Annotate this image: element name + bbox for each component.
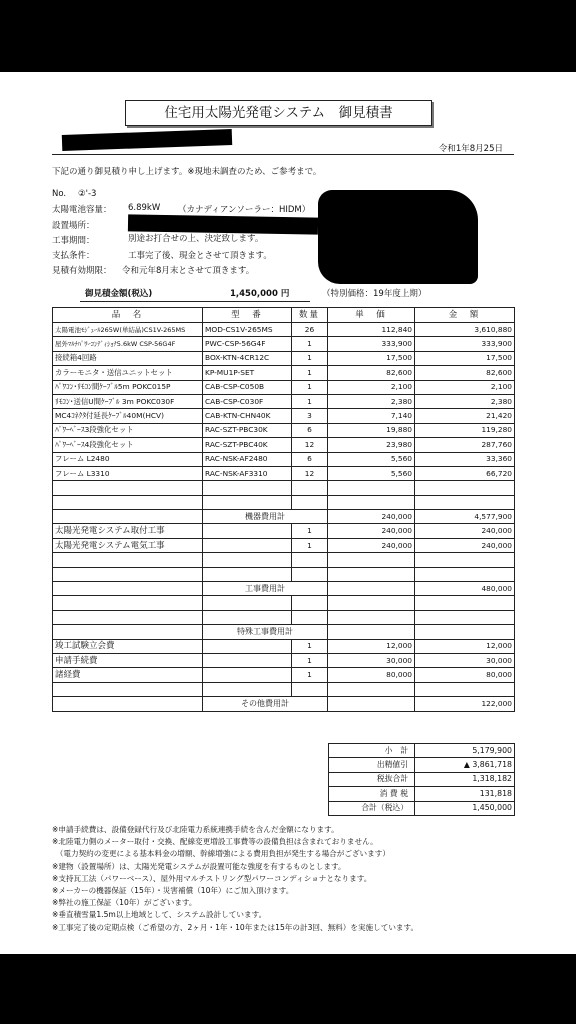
consumption-tax-label: 消 費 税: [329, 787, 415, 801]
blank-cell: [328, 596, 415, 610]
model-number: PWC-CSP-56G4F: [203, 337, 292, 351]
pretax-total-row: [329, 772, 515, 786]
note-line: ※建物（設置場所）は、太陽光発電システムが設置可能な強度を有するものとします。: [52, 861, 346, 871]
totals-table: [328, 743, 515, 816]
blank-cell: [415, 682, 515, 696]
redacted-customer-name: [62, 129, 232, 151]
amount: 30,000: [415, 653, 515, 667]
item-name: ﾊﾟﾜｰﾍﾞｰｽ3段強化セット: [53, 423, 203, 437]
total-underline: [80, 301, 310, 302]
table-row: [53, 452, 515, 466]
blank-cell: [53, 697, 203, 711]
model-number: [203, 524, 292, 538]
quantity: 3: [292, 409, 328, 423]
capacity-maker: （カナディアンソーラー：HIDM）: [178, 205, 311, 215]
item-name: 接続箱4回路: [53, 351, 203, 365]
blank-cell: [415, 553, 515, 567]
work-subtotal-amount: 480,000: [415, 582, 515, 596]
discount-label: 出精値引: [329, 758, 415, 772]
subtotal-row: [329, 744, 515, 758]
site-label: 設置場所：: [52, 221, 95, 231]
note-line: ※弊社の施工保証（10年）がございます。: [52, 898, 197, 908]
consumption-tax-row: [329, 787, 515, 801]
table-row: [53, 380, 515, 394]
item-name: フレーム L2480: [53, 452, 203, 466]
quantity: 26: [292, 323, 328, 337]
equipment-subtotal-amount: 4,577,900: [415, 510, 515, 524]
table-row: [53, 423, 515, 437]
blank-row: [53, 481, 515, 495]
payment-label: 支払条件：: [52, 251, 95, 261]
quantity: 1: [292, 524, 328, 538]
blank-cell: [292, 682, 328, 696]
table-row: [53, 438, 515, 452]
unit-price: 23,980: [328, 438, 415, 452]
other-subtotal: [53, 697, 515, 711]
table-row: [53, 394, 515, 408]
discount-value: ▲ 3,861,718: [415, 758, 515, 772]
blank-cell: [415, 596, 515, 610]
table-header: [53, 308, 515, 323]
blank-row: [53, 553, 515, 567]
model-number: RAC-NSK-AF3310: [203, 466, 292, 480]
subtotal-label: 小 計: [329, 744, 415, 758]
special-price-note: （特別価格：19年度上期）: [322, 289, 427, 299]
blank-cell: [328, 495, 415, 509]
amount: 66,720: [415, 466, 515, 480]
blank-cell: [53, 495, 203, 509]
other-subtotal-amount: 122,000: [415, 697, 515, 711]
item-name: 諸経費: [53, 668, 203, 682]
note-line: ※申請手続費は、設備登録代行及び北陸電力系統連携手続を含んだ金額になります。: [52, 825, 339, 834]
item-name: フレーム L3310: [53, 466, 203, 480]
blank-cell: [53, 625, 203, 639]
note-line: ※メーカーの機器保証（15年）・災害補償（10年）にご加入頂けます。: [52, 886, 294, 896]
amount: 333,900: [415, 337, 515, 351]
note-line: ※支持瓦工法（パワーベース）、屋外用マルチストリング型パワーコンディショナとなります。: [52, 873, 372, 883]
quantity: 1: [292, 337, 328, 351]
estimate-sheet: [0, 72, 576, 954]
col-item-header: 品 名: [53, 308, 203, 323]
amount: 2,380: [415, 394, 515, 408]
blank-cell: [292, 481, 328, 495]
amount: 12,000: [415, 639, 515, 653]
item-name: ﾊﾟﾜｰﾍﾞｰｽ4段強化セット: [53, 438, 203, 452]
unit-price: 5,560: [328, 452, 415, 466]
blank-cell: [53, 596, 203, 610]
other-subtotal-unit: [328, 697, 415, 711]
blank-cell: [292, 610, 328, 624]
capacity-label: 太陽電池容量：: [52, 205, 112, 215]
blank-cell: [53, 610, 203, 624]
note-line: ※北陸電力側のメーター取付・交換、配線変更増設工事費等の設備負担は含まれておりません。: [52, 837, 378, 847]
equipment-subtotal: [53, 510, 515, 524]
other-subtotal-label: その他費用計: [203, 697, 328, 711]
special-subtotal-amount: [415, 625, 515, 639]
blank-cell: [203, 682, 292, 696]
quantity: 1: [292, 538, 328, 552]
blank-cell: [203, 495, 292, 509]
amount: 3,610,880: [415, 323, 515, 337]
validity-value: 令和元年8月末とさせて頂きます。: [122, 266, 255, 276]
blank-cell: [328, 481, 415, 495]
unit-price: 5,560: [328, 466, 415, 480]
col-qty-header: 数量: [292, 308, 328, 323]
equipment-subtotal-label: 機器費用計: [203, 510, 328, 524]
blank-row: [53, 682, 515, 696]
table-row: [53, 524, 515, 538]
model-number: RAC-SZT-PBC30K: [203, 423, 292, 437]
table-row: [53, 366, 515, 380]
blank-row: [53, 596, 515, 610]
capacity-value: 6.89kW: [128, 203, 161, 213]
header-rule: [52, 154, 514, 155]
unit-price: 2,380: [328, 394, 415, 408]
table-row: [53, 323, 515, 337]
item-name: 竣工試験立会費: [53, 639, 203, 653]
col-amount-header: 金 額: [415, 308, 515, 323]
unit-price: 82,600: [328, 366, 415, 380]
blank-cell: [292, 553, 328, 567]
blank-cell: [203, 567, 292, 581]
item-name: 太陽光発電システム取付工事: [53, 524, 203, 538]
period-value: 別途お打合せの上、決定致します。: [128, 234, 264, 244]
table-row: [53, 351, 515, 365]
model-number: [203, 668, 292, 682]
amount: 17,500: [415, 351, 515, 365]
unit-price: 2,100: [328, 380, 415, 394]
issue-date: 令和1年8月25日: [438, 144, 503, 154]
model-number: BOX-KTN-4CR12C: [203, 351, 292, 365]
blank-cell: [415, 481, 515, 495]
item-name: 屋外ﾏﾙﾁﾊﾟﾜｰｺﾝﾃﾞｨｼｮﾅ5.6kW CSP-56G4F: [53, 337, 203, 351]
amount: 33,360: [415, 452, 515, 466]
table-row: [53, 653, 515, 667]
unit-price: 30,000: [328, 653, 415, 667]
unit-price: 12,000: [328, 639, 415, 653]
item-name: カラーモニタ・送信ユニットセット: [53, 366, 203, 380]
table-row: [53, 538, 515, 552]
amount: 287,760: [415, 438, 515, 452]
model-number: RAC-NSK-AF2480: [203, 452, 292, 466]
amount: 80,000: [415, 668, 515, 682]
blank-cell: [53, 682, 203, 696]
period-label: 工事期間：: [52, 236, 95, 246]
unit-price: 7,140: [328, 409, 415, 423]
blank-row: [53, 567, 515, 581]
note-line: （電力契約の変更による基本料金の増額、幹線増強による費用負担が発生する場合がございます）: [52, 849, 390, 859]
item-name: ﾘﾓｺﾝ･送信U間ｹｰﾌﾞﾙ 3m POKC030F: [53, 394, 203, 408]
quantity: 1: [292, 351, 328, 365]
grand-total-value: 1,450,000: [415, 801, 515, 815]
redacted-address-2: [318, 190, 478, 284]
model-number: CAB-KTN-CHN40K: [203, 409, 292, 423]
blank-cell: [415, 495, 515, 509]
work-subtotal-label: 工事費用計: [203, 582, 328, 596]
blank-row: [53, 610, 515, 624]
blank-cell: [328, 553, 415, 567]
quantity: 12: [292, 466, 328, 480]
unit-price: 17,500: [328, 351, 415, 365]
pretax-total-label: 税抜合計: [329, 772, 415, 786]
quantity: 1: [292, 639, 328, 653]
model-number: CAB-CSP-C050B: [203, 380, 292, 394]
grand-total-row: [329, 801, 515, 815]
table-row: [53, 668, 515, 682]
special-subtotal-unit: [328, 625, 415, 639]
blank-cell: [328, 567, 415, 581]
blank-cell: [203, 481, 292, 495]
blank-cell: [203, 596, 292, 610]
consumption-tax-value: 131,818: [415, 787, 515, 801]
quantity: 1: [292, 394, 328, 408]
blank-cell: [53, 567, 203, 581]
item-name: 太陽光発電システム電気工事: [53, 538, 203, 552]
redacted-address-1: [128, 214, 318, 234]
amount: 82,600: [415, 366, 515, 380]
note-line: ※垂直積雪量1.5m以上地域として、システム設計しています。: [52, 910, 267, 920]
col-model-header: 型 番: [203, 308, 292, 323]
quantity: 1: [292, 366, 328, 380]
table-row: [53, 639, 515, 653]
subtotal-value: 5,179,900: [415, 744, 515, 758]
special-subtotal: [53, 625, 515, 639]
blank-cell: [292, 567, 328, 581]
blank-cell: [292, 596, 328, 610]
model-number: [203, 538, 292, 552]
validity-label: 見積有効期限：: [52, 266, 112, 276]
blank-cell: [203, 610, 292, 624]
model-number: RAC-SZT-PBC40K: [203, 438, 292, 452]
unit-price: 240,000: [328, 524, 415, 538]
estimate-total-label: 御見積金額(税込): [85, 289, 153, 299]
special-subtotal-label: 特殊工事費用計: [203, 625, 328, 639]
table-row: [53, 409, 515, 423]
model-number: [203, 653, 292, 667]
blank-cell: [53, 510, 203, 524]
blank-cell: [53, 582, 203, 596]
estimate-table: [52, 307, 515, 712]
table-row: [53, 337, 515, 351]
no-label: No.: [52, 189, 67, 199]
amount: 119,280: [415, 423, 515, 437]
unit-price: 19,880: [328, 423, 415, 437]
blank-cell: [415, 567, 515, 581]
blank-cell: [53, 481, 203, 495]
work-subtotal: [53, 582, 515, 596]
col-unit-price-header: 単 価: [328, 308, 415, 323]
equipment-subtotal-unit: 240,000: [328, 510, 415, 524]
quantity: 6: [292, 423, 328, 437]
blank-cell: [415, 610, 515, 624]
quantity: 6: [292, 452, 328, 466]
amount: 240,000: [415, 538, 515, 552]
table-row: [53, 466, 515, 480]
document-title: 住宅用太陽光発電システム 御見積書: [125, 100, 432, 126]
work-subtotal-unit: [328, 582, 415, 596]
blank-cell: [328, 610, 415, 624]
blank-cell: [53, 553, 203, 567]
pretax-total-value: 1,318,182: [415, 772, 515, 786]
item-name: 申請手続費: [53, 653, 203, 667]
quantity: 1: [292, 668, 328, 682]
item-name: ﾊﾟﾜｺﾝ･ﾘﾓｺﾝ間ｹｰﾌﾞﾙ5m POKC015P: [53, 380, 203, 394]
amount: 240,000: [415, 524, 515, 538]
model-number: MOD-CS1V-265MS: [203, 323, 292, 337]
note-line: ※工事完了後の定期点検（ご希望の方、2ヶ月・1年・10年または15年の計3回、無料）を実施しています。: [52, 922, 419, 932]
payment-value: 工事完了後、現金とさせて頂きます。: [128, 251, 272, 261]
item-name: 太陽電池ﾓｼﾞｭｰﾙ265W(単結晶)CS1V-265MS: [53, 323, 203, 337]
quantity: 1: [292, 653, 328, 667]
quantity: 1: [292, 380, 328, 394]
model-number: CAB-CSP-C030F: [203, 394, 292, 408]
blank-row: [53, 495, 515, 509]
item-name: MC4ｺﾈｸﾀ付延長ｹｰﾌﾞﾙ40M(HCV): [53, 409, 203, 423]
model-number: KP-MU1P-SET: [203, 366, 292, 380]
blank-cell: [292, 495, 328, 509]
blank-cell: [203, 553, 292, 567]
no-value: ②'-3: [78, 189, 97, 199]
estimate-total-value: 1,450,000 円: [230, 289, 290, 299]
unit-price: 112,840: [328, 323, 415, 337]
intro-text: 下記の通り御見積り申し上げます。※現地未調査のため、ご参考まで。: [52, 167, 322, 177]
amount: 2,100: [415, 380, 515, 394]
grand-total-label: 合計（税込）: [329, 801, 415, 815]
unit-price: 240,000: [328, 538, 415, 552]
model-number: [203, 639, 292, 653]
blank-cell: [328, 682, 415, 696]
amount: 21,420: [415, 409, 515, 423]
unit-price: 333,900: [328, 337, 415, 351]
quantity: 12: [292, 438, 328, 452]
unit-price: 80,000: [328, 668, 415, 682]
discount-row: [329, 758, 515, 772]
notes: [52, 824, 418, 934]
